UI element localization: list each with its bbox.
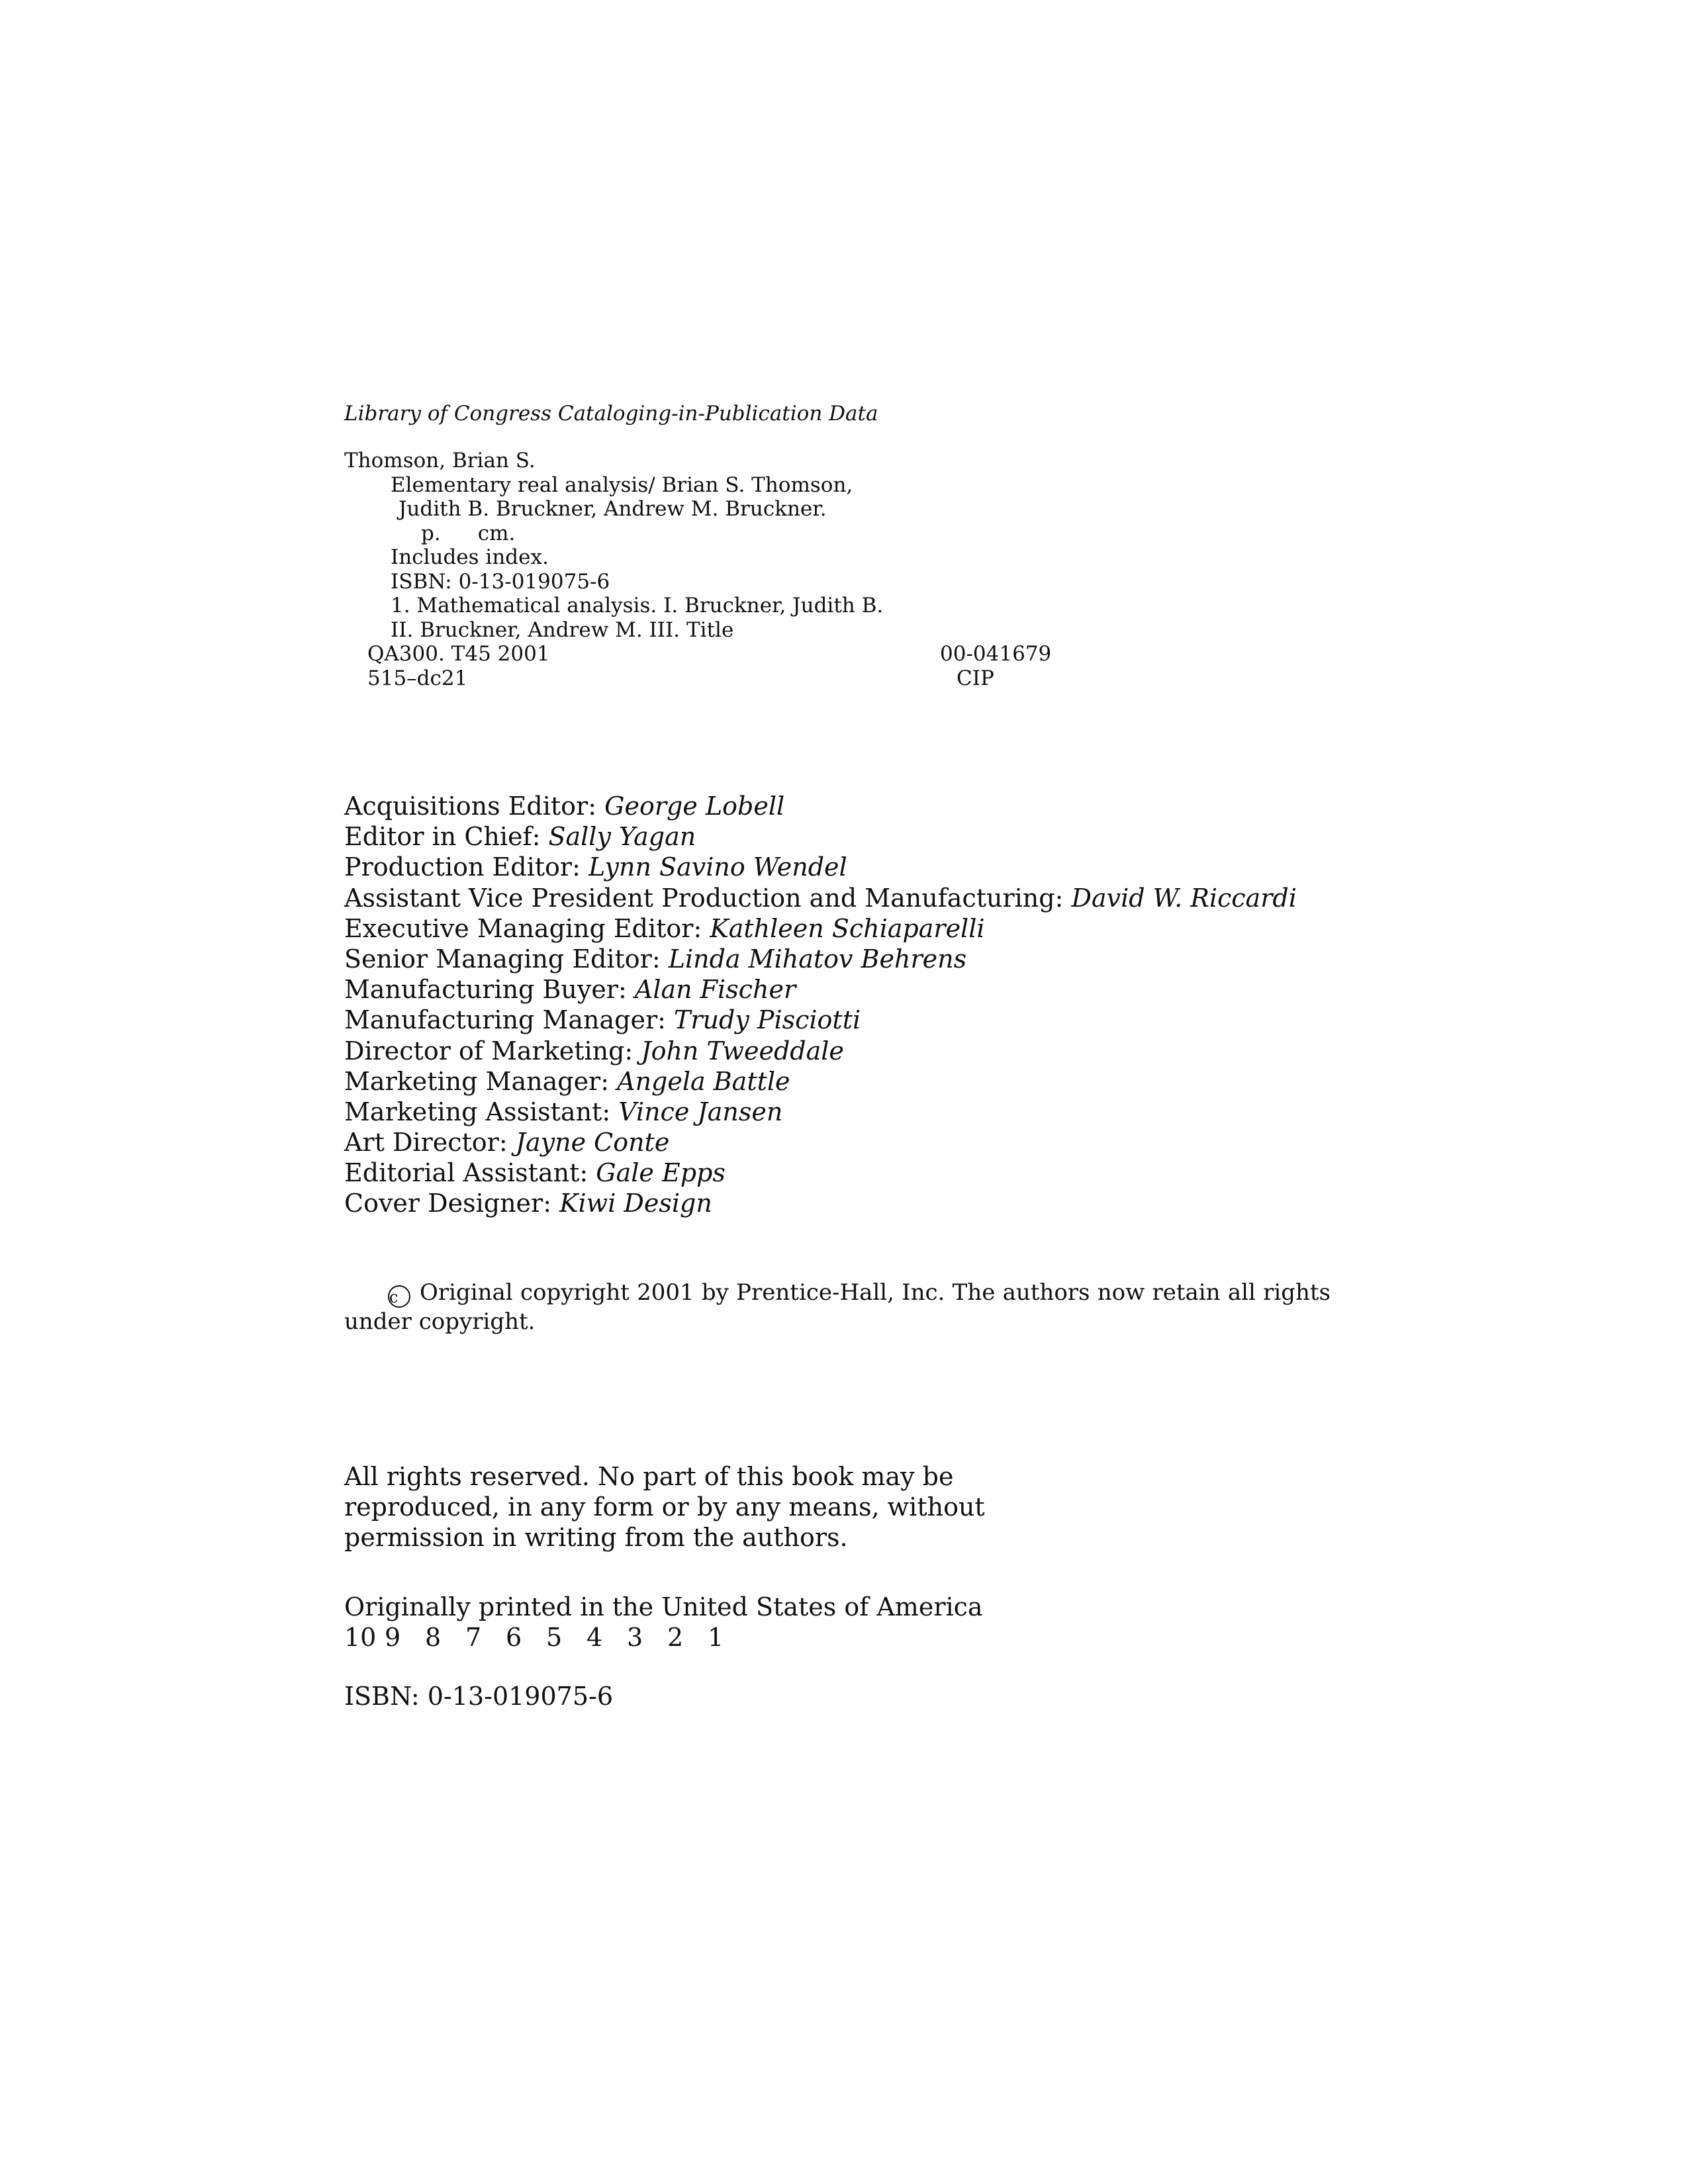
credit-name: Gale Epps xyxy=(596,1158,726,1188)
credit-role: Art Director: xyxy=(344,1128,508,1158)
credit-role: Assistant Vice President Production and Manufacturing: xyxy=(344,883,1064,913)
credit-name: George Lobell xyxy=(604,792,785,821)
cip-label: CIP xyxy=(957,666,994,690)
cip-isbn: ISBN: 0-13-019075-6 xyxy=(391,569,610,594)
credit-role: Production Editor: xyxy=(344,852,581,882)
cip-pages: p. xyxy=(421,521,441,545)
cip-author: Thomson, Brian S. xyxy=(344,449,536,473)
cip-record xyxy=(344,449,1139,690)
credit-name: Jayne Conte xyxy=(515,1128,670,1158)
credit-line xyxy=(344,1005,1297,1035)
rights-line-2: reproduced, in any form or by any means, without xyxy=(344,1492,985,1522)
cip-call-row xyxy=(344,642,1139,666)
copyright-line-1 xyxy=(344,1279,1331,1308)
credit-role: Marketing Manager: xyxy=(344,1066,610,1096)
cip-cm: cm. xyxy=(477,521,516,545)
credit-name: David W. Riccardi xyxy=(1071,883,1297,913)
credit-role: Editor in Chief: xyxy=(344,822,541,852)
printing-number: 7 xyxy=(465,1623,482,1652)
printing-info xyxy=(344,1592,983,1653)
cip-dewey: 515–dc21 xyxy=(367,666,468,690)
production-credits xyxy=(344,791,1297,1219)
printing-number: 9 xyxy=(385,1623,401,1652)
credit-line xyxy=(344,1158,1297,1188)
credit-role: Manufacturing Buyer: xyxy=(344,975,627,1005)
credit-role: Editorial Assistant: xyxy=(344,1158,588,1188)
copyright-notice xyxy=(344,1279,1331,1336)
rights-statement xyxy=(344,1461,985,1553)
printing-number: 8 xyxy=(425,1623,442,1652)
printing-number: 10 xyxy=(344,1623,377,1652)
cip-subjects-line-1: 1. Mathematical analysis. I. Bruckner, Judith B. xyxy=(391,594,884,617)
credit-name: Lynn Savino Wendel xyxy=(588,852,847,882)
printing-number: 6 xyxy=(506,1623,522,1652)
rights-line-1: All rights reserved. No part of this book may be xyxy=(344,1462,954,1491)
credit-name: Trudy Pisciotti xyxy=(674,1005,861,1035)
credit-role: Cover Designer: xyxy=(344,1189,552,1218)
credit-name: Kiwi Design xyxy=(559,1189,712,1218)
credit-line xyxy=(344,1036,1297,1066)
credit-role: Acquisitions Editor: xyxy=(344,792,597,821)
credit-line xyxy=(344,913,1297,944)
credit-role: Marketing Assistant: xyxy=(344,1097,611,1126)
credit-line xyxy=(344,821,1297,852)
cip-lccn: 00-041679 xyxy=(940,642,1052,666)
credit-role: Executive Managing Editor: xyxy=(344,913,702,943)
cip-call-number: QA300. T45 2001 xyxy=(367,642,550,666)
credit-name: Angela Battle xyxy=(617,1066,790,1096)
printed-in: Originally printed in the United States of America xyxy=(344,1592,983,1621)
credit-name: Kathleen Schiaparelli xyxy=(710,913,985,943)
cip-physical xyxy=(344,522,1139,546)
printing-number: 2 xyxy=(667,1623,684,1652)
printing-number: 3 xyxy=(627,1623,643,1652)
credit-name: Linda Mihatov Behrens xyxy=(668,944,967,974)
printing-number: 1 xyxy=(708,1623,724,1652)
credit-role: Senior Managing Editor: xyxy=(344,944,661,974)
credit-line xyxy=(344,944,1297,974)
credit-name: John Tweeddale xyxy=(641,1036,844,1066)
cip-title-line-2: Judith B. Bruckner, Andrew M. Bruckner. xyxy=(399,497,827,521)
credit-name: Sally Yagan xyxy=(548,822,696,852)
isbn: ISBN: 0-13-019075-6 xyxy=(344,1682,614,1711)
credit-line xyxy=(344,1188,1297,1218)
credit-role: Manufacturing Manager: xyxy=(344,1005,666,1035)
credit-line xyxy=(344,791,1297,821)
cip-includes: Includes index. xyxy=(391,545,549,569)
printing-number: 5 xyxy=(546,1623,563,1652)
credit-line xyxy=(344,1097,1297,1127)
copyright-text: Original copyright 2001 by Prentice-Hall, Inc. The authors now retain all rights xyxy=(420,1279,1331,1306)
cip-subjects-line-2: II. Bruckner, Andrew M. III. Title xyxy=(391,617,734,642)
credit-name: Alan Fischer xyxy=(634,975,796,1005)
credit-role: Director of Marketing: xyxy=(344,1036,633,1066)
copyright-icon: c xyxy=(388,1285,410,1308)
credit-line xyxy=(344,1066,1297,1097)
rights-line-3: permission in writing from the authors. xyxy=(344,1523,848,1552)
cip-dewey-row xyxy=(344,666,1139,691)
credit-line xyxy=(344,974,1297,1005)
credit-line xyxy=(344,883,1297,913)
credit-line xyxy=(344,1127,1297,1158)
printing-number: 4 xyxy=(586,1623,603,1652)
credit-name: Vince Jansen xyxy=(618,1097,783,1126)
copyright-line-2: under copyright. xyxy=(344,1308,536,1335)
printing-numbers xyxy=(344,1622,983,1653)
credit-line xyxy=(344,852,1297,882)
cip-title-line-1: Elementary real analysis/ Brian S. Thomson, xyxy=(391,473,853,497)
cip-heading: Library of Congress Cataloging-in-Publication Data xyxy=(344,402,878,426)
